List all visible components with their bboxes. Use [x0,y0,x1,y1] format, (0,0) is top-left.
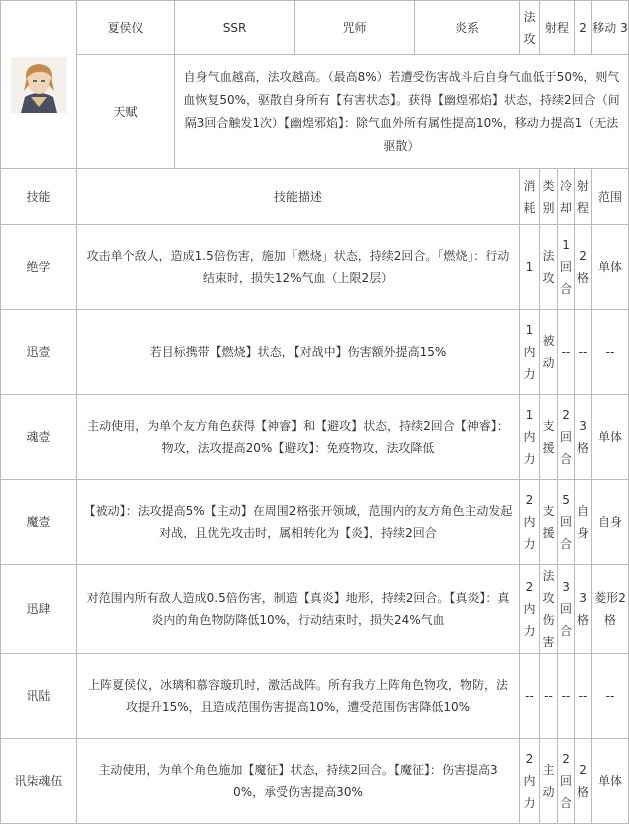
skill-category: 被动 [540,310,558,395]
skill-category: -- [540,654,558,739]
skill-area: 菱形2格 [592,565,629,654]
skill-cooldown: 3回合 [558,565,575,654]
skill-range: 3格 [575,565,592,654]
talent-text: 自身气血越高，法攻越高。（最高8%）若遭受伤害战斗后自身气血低于50%，则气血恢复50%，驱散自身所有【有害状态】。获得【幽煌邪焰】状态，持续2回合（间隔3回合触发1次）【幽煌邪焰】：除气血外所有属性提高10%，移动力提高1（无法驱散） [175,55,629,169]
skill-cooldown: 2回合 [558,739,575,824]
skill-name: 讯陆 [1,654,77,739]
skill-desc: 主动使用，为单个角色施加【魔征】状态，持续2回合。【魔征】：伤害提高30%，承受伤害提高30% [77,739,520,824]
col-area: 范围 [592,169,629,225]
skill-category: 法攻伤害 [540,565,558,654]
skill-category: 法攻 [540,225,558,310]
skill-category: 支援 [540,395,558,480]
element: 炎系 [415,1,520,55]
character-portrait [11,57,67,113]
skill-area: 单体 [592,739,629,824]
skill-range: 3格 [575,395,592,480]
talent-row [1,55,629,169]
skill-area: 单体 [592,395,629,480]
col-desc: 技能描述 [77,169,520,225]
skill-row [1,225,629,310]
avatar-cell [1,1,77,169]
header-row [1,1,629,55]
skill-name: 魔壹 [1,480,77,565]
skill-cost: 1内力 [520,395,540,480]
skill-range: 自身 [575,480,592,565]
skill-range: -- [575,310,592,395]
skill-cost: 2内力 [520,739,540,824]
skill-area: -- [592,310,629,395]
skill-cooldown: -- [558,310,575,395]
skill-name: 绝学 [1,225,77,310]
move-value-text: 3 [620,20,628,35]
skill-range: 2格 [575,739,592,824]
skill-row [1,395,629,480]
skill-row [1,480,629,565]
move-label-text: 移动 [592,20,617,35]
col-skill: 技能 [1,169,77,225]
skill-name: 讯柒魂伍 [1,739,77,824]
skill-cost: 2内力 [520,565,540,654]
col-cost: 消耗 [520,169,540,225]
move-value [592,1,629,55]
skill-name: 魂壹 [1,395,77,480]
class: 咒师 [295,1,415,55]
talent-label: 天赋 [77,55,175,169]
skill-cooldown: 1回合 [558,225,575,310]
skill-desc: 攻击单个敌人，造成1.5倍伤害，施加「燃烧」状态，持续2回合。「燃烧」：行动结束时，损失12%气血（上限2层） [77,225,520,310]
skill-range: -- [575,654,592,739]
skill-cost: -- [520,654,540,739]
skill-category: 支援 [540,480,558,565]
skill-desc: 主动使用，为单个友方角色获得【神睿】和【避攻】状态，持续2回合【神睿】：物攻，法攻提高20%【避攻】：免疫物攻，法攻降低 [77,395,520,480]
skill-area: 自身 [592,480,629,565]
skill-cooldown: 2回合 [558,395,575,480]
skill-row [1,565,629,654]
skill-area: 单体 [592,225,629,310]
skill-range: 2格 [575,225,592,310]
skill-area: -- [592,654,629,739]
skill-name: 迅肆 [1,565,77,654]
skill-cost: 2内力 [520,480,540,565]
skill-desc: 上阵夏侯仪，冰璃和慕容璇玑时，激活战阵。所有我方上阵角色物攻，物防，法攻提升15%，且造成范围伤害提高10%，遭受范围伤害降低10% [77,654,520,739]
skill-desc: 对范围内所有敌人造成0.5倍伤害，制造【真炎】地形，持续2回合。【真炎】：真炎内的角色物防降低10%，行动结束时，损失24%气血 [77,565,520,654]
skill-desc: 若目标携带【燃烧】状态，【对战中】伤害额外提高15% [77,310,520,395]
skill-cooldown: 5回合 [558,480,575,565]
skill-row [1,654,629,739]
skill-row [1,310,629,395]
skill-category: 主动 [540,739,558,824]
character-name: 夏侯仪 [77,1,175,55]
skill-name: 迅壹 [1,310,77,395]
col-category: 类别 [540,169,558,225]
range-value: 2 [575,1,592,55]
skill-cooldown: -- [558,654,575,739]
skill-cost: 1内力 [520,310,540,395]
skill-row [1,739,629,824]
skill-desc: 【被动】：法攻提高5%【主动】在周围2格张开领域，范围内的友方角色主动发起对战，且优先攻击时，属相转化为【炎】，持续2回合 [77,480,520,565]
col-range: 射程 [575,169,592,225]
skill-cost: 1 [520,225,540,310]
col-cooldown: 冷却 [558,169,575,225]
range-label: 射程 [540,1,575,55]
column-header-row [1,169,629,225]
rarity: SSR [175,1,295,55]
attack-type: 法攻 [520,1,540,55]
